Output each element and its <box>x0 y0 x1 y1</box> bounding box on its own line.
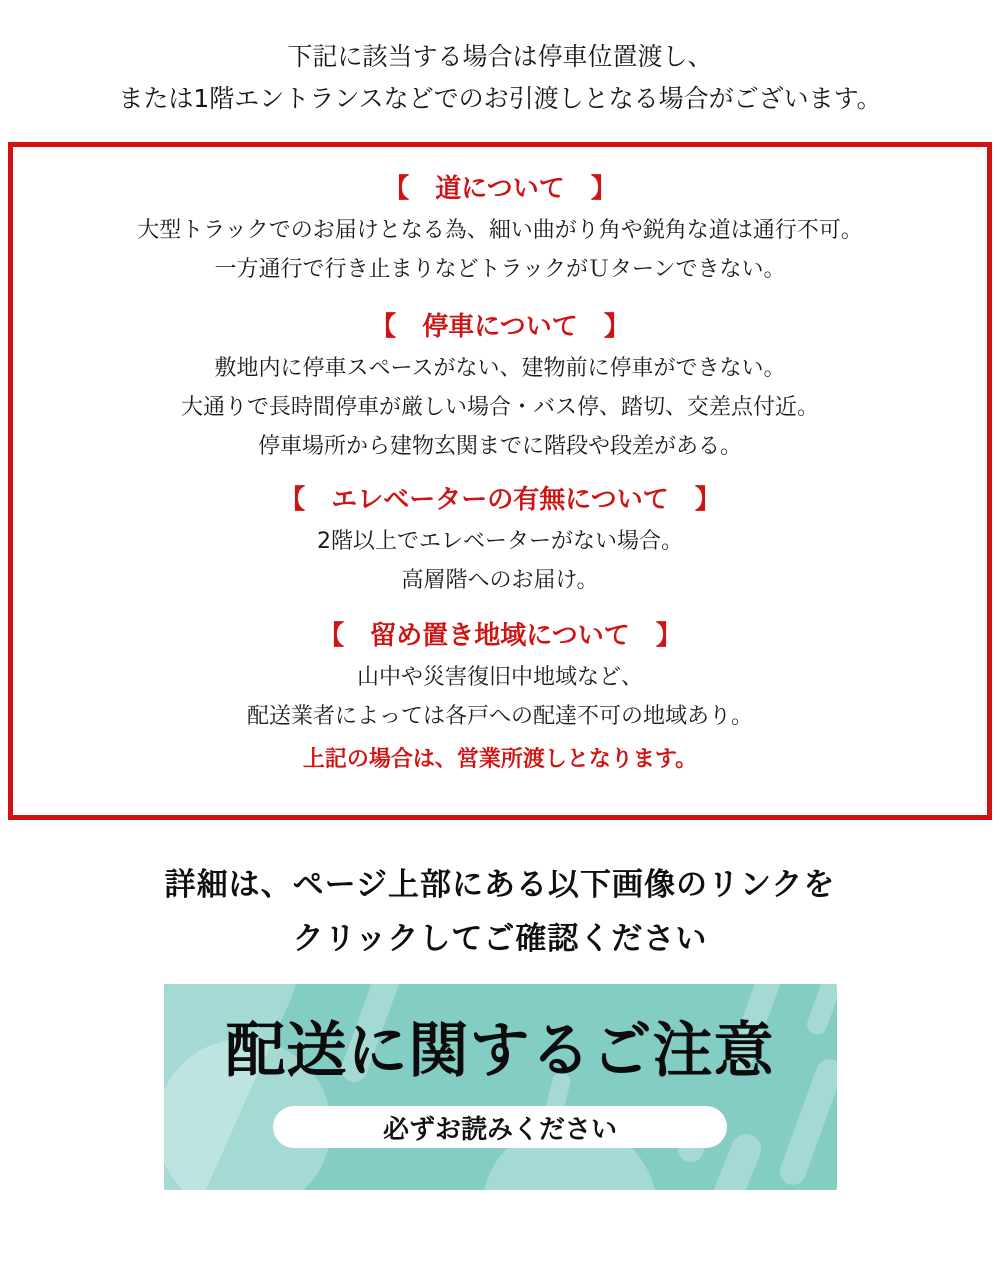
outro-text <box>0 858 1000 966</box>
intro-text <box>0 36 1000 120</box>
intro-line-1: 下記に該当する場合は停車位置渡し、 <box>287 42 713 71</box>
notice-line: 大通りで長時間停車が厳しい場合・バス停、踏切、交差点付近。 <box>180 395 819 420</box>
warning-text: 上記の場合は、営業所渡しとなります。 <box>302 747 698 772</box>
must-read-pill <box>273 1106 727 1148</box>
notice-line: 敷地内に停車スペースがない、建物前に停車ができない。 <box>214 356 786 381</box>
delivery-notice-box <box>8 142 992 820</box>
intro-line-2: または1階エントランスなどでのお引渡しとなる場合がございます。 <box>118 84 882 113</box>
must-read-label: 必ずお読みください <box>382 1114 617 1145</box>
outro-line-2: クリックしてご確認ください <box>292 921 708 957</box>
notice-line: 停車場所から建物玄関までに階段や段差がある。 <box>257 434 742 459</box>
notice-line: 高層階へのお届け。 <box>401 568 599 593</box>
notice-line: 2階以上でエレベーターがない場合。 <box>317 529 683 554</box>
outro-line-1: 詳細は、ページ上部にある以下画像のリンクを <box>164 867 836 903</box>
banner-title: 配送に関するご注意 <box>225 1016 775 1086</box>
section-heading-road: 【 道について 】 <box>383 174 617 204</box>
section-holding-area <box>23 618 977 736</box>
delivery-notice-banner-link[interactable] <box>164 984 837 1190</box>
notice-line: 山中や災害復旧中地域など、 <box>356 665 643 690</box>
section-elevator <box>23 482 977 600</box>
section-road <box>23 171 977 289</box>
section-heading-parking: 【 停車について 】 <box>370 312 630 342</box>
notice-line: 一方通行で行き止まりなどトラックがＵターンできない。 <box>214 257 786 282</box>
notice-line: 大型トラックでのお届けとなる為、細い曲がり角や鋭角な道は通行不可。 <box>137 218 863 243</box>
section-parking <box>23 309 977 466</box>
section-heading-holding-area: 【 留め置き地域について 】 <box>318 621 682 651</box>
notice-line: 配送業者によっては各戸への配達不可の地域あり。 <box>246 704 753 729</box>
section-heading-elevator: 【 エレベーターの有無について 】 <box>279 485 721 515</box>
